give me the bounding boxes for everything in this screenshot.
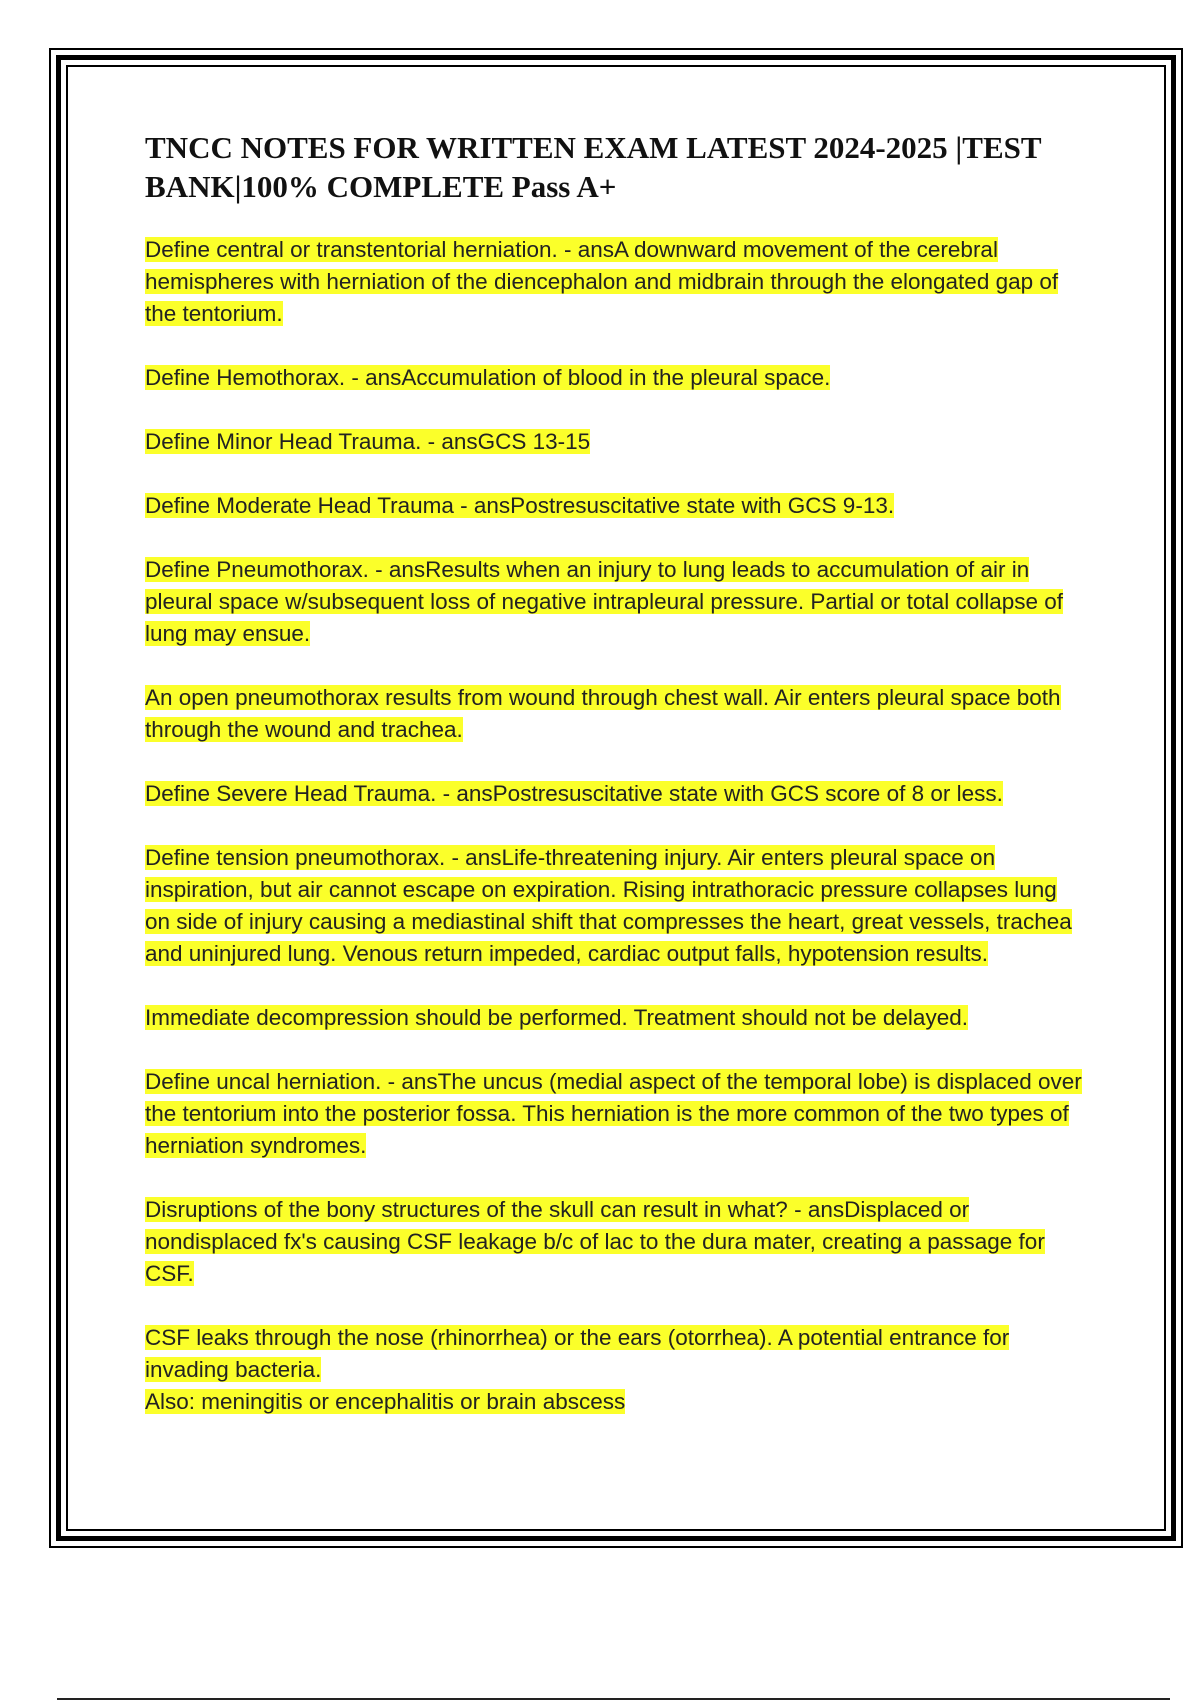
highlighted-text: An open pneumothorax results from wound through chest wall. Air enters pleural space both through the wound and trachea. <box>145 685 1061 742</box>
highlighted-text: Define Severe Head Trauma. - ansPostresuscitative state with GCS score of 8 or less. <box>145 781 1003 806</box>
highlighted-text: Define Minor Head Trauma. - ansGCS 13-15 <box>145 429 591 454</box>
highlighted-text: Immediate decompression should be performed. Treatment should not be delayed. <box>145 1005 968 1030</box>
highlighted-text: CSF leaks through the nose (rhinorrhea) or the ears (otorrhea). A potential entrance for invading bacteria. Also: meningitis or encephalitis or brain abscess <box>145 1325 1010 1414</box>
note-entry-hemothorax <box>145 362 1085 394</box>
highlighted-text: Define tension pneumothorax. - ansLife-threatening injury. Air enters pleural space on inspiration, but air cannot escape on expiration. Rising intrathoracic pressure collapses lung on side of injury causing a mediastinal shift that compresses the heart, great vessels, trachea and uninjured lung. Venous return impeded, cardiac output falls, hypotension results. <box>145 845 1072 966</box>
highlighted-text: Define central or transtentorial herniation. - ansA downward movement of the cerebral hemispheres with herniation of the diencephalon and midbrain through the elongated gap of the tentorium. <box>145 237 1059 326</box>
note-entry-skull-disruptions <box>145 1194 1085 1290</box>
highlighted-text: Define uncal herniation. - ansThe uncus (medial aspect of the temporal lobe) is displaced over the tentorium into the posterior fossa. This herniation is the more common of the two types of herniation syndromes. <box>145 1069 1082 1158</box>
note-entry-tension-pneumothorax <box>145 842 1085 970</box>
note-entry-severe-head-trauma <box>145 778 1085 810</box>
highlighted-text: Define Moderate Head Trauma - ansPostresuscitative state with GCS 9-13. <box>145 493 895 518</box>
document-content <box>145 128 1085 1450</box>
highlighted-text: Disruptions of the bony structures of the skull can result in what? - ansDisplaced or nondisplaced fx's causing CSF leakage b/c of lac to the dura mater, creating a passage for CSF. <box>145 1197 1045 1286</box>
note-entry-uncal-herniation <box>145 1066 1085 1162</box>
note-entry-immediate-decompression <box>145 1002 1085 1034</box>
note-entry-csf-leaks <box>145 1322 1085 1418</box>
highlighted-text: Define Pneumothorax. - ansResults when an injury to lung leads to accumulation of air in pleural space w/subsequent loss of negative intrapleural pressure. Partial or total collapse of lung may ensue. <box>145 557 1064 646</box>
note-entry-open-pneumothorax <box>145 682 1085 746</box>
highlighted-text: Define Hemothorax. - ansAccumulation of blood in the pleural space. <box>145 365 831 390</box>
note-entry-minor-head-trauma <box>145 426 1085 458</box>
note-entry-moderate-head-trauma <box>145 490 1085 522</box>
note-entry-pneumothorax <box>145 554 1085 650</box>
note-entry-central-herniation <box>145 234 1085 330</box>
document-title: TNCC NOTES FOR WRITTEN EXAM LATEST 2024-2025 |TEST BANK|100% COMPLETE Pass A+ <box>145 130 1041 204</box>
